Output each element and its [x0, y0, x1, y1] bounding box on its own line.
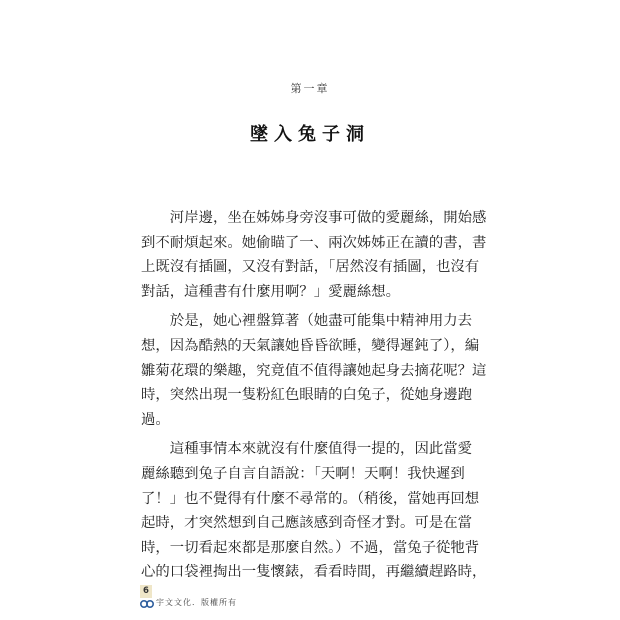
text-line: 河岸邊，坐在姊姊身旁沒事可做的愛麗絲，開始感 — [169, 210, 487, 226]
text-line: 這種事情本來就沒有什麼值得一提的，因此當愛 — [169, 441, 473, 458]
text-line: 想，因為酷熱的天氣讓她昏昏欲睡，變得遲鈍了），編 — [141, 337, 480, 354]
text-line: 時，突然出現一隻粉紅色眼睛的白兔子，從她身邊跑 — [141, 387, 472, 404]
text-line: 過。 — [141, 411, 170, 428]
text-line: 麗絲聽到兔子自言自語說：「天啊！天啊！我快遲到 — [141, 465, 465, 482]
paragraph-1 — [141, 206, 487, 304]
paragraph-3 — [141, 437, 487, 585]
text-line: 到不耐煩起來。她偷瞄了一、兩次姊姊正在讀的書，書 — [141, 234, 487, 251]
text-line: 上既沒有插圖，又沒有對話，「居然沒有插圖，也沒有 — [141, 259, 480, 276]
chapter-title: 墜入兔子洞 — [250, 124, 370, 145]
text-line: 心的口袋裡掏出一隻懷錶，看看時間，再繼續趕路時， — [141, 564, 487, 581]
chapter-label: 第一章 — [290, 82, 330, 95]
body-text — [141, 206, 487, 590]
text-line: 雛菊花環的樂趣，究竟值不值得讓她起身去摘花呢？這 — [141, 362, 487, 379]
page-number: 6 — [140, 585, 152, 598]
text-line: 於是，她心裡盤算著（她盡可能集中精神用力去 — [169, 313, 473, 330]
text-line: 起時，才突然想到自己應該感到奇怪才對。可是在當 — [141, 515, 472, 532]
publisher-credit: 宇文文化．版權所有 — [156, 598, 237, 607]
publisher-logo-icon — [140, 599, 154, 609]
paragraph-2 — [141, 309, 487, 432]
text-line: 時，一切看起來都是那麼自然。）不過，當兔子從牠背 — [141, 539, 480, 556]
text-line: 了！」也不覺得有什麼不尋常的。（稍後，當她再回想 — [141, 490, 480, 507]
text-line: 對話，這種書有什麼用啊？」愛麗絲想。 — [141, 283, 401, 300]
